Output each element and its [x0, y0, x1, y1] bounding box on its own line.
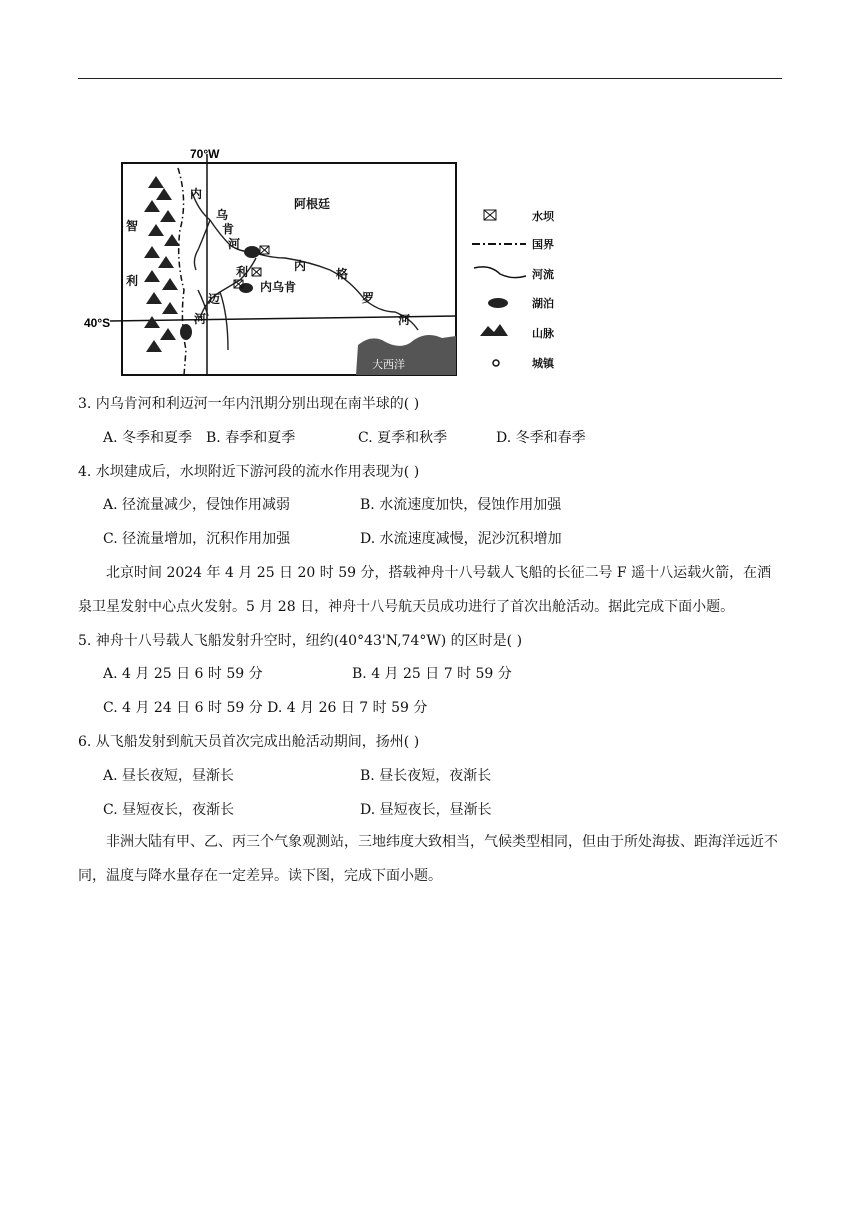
question-3-option-c: C. 夏季和秋季 [358, 430, 448, 446]
river-label-limay-3: 河 [194, 312, 207, 326]
country-label-argentina: 阿根廷 [294, 197, 331, 211]
legend-label-mountain: 山脉 [532, 327, 554, 340]
lake-icon [180, 324, 192, 340]
question-6-option-a: A. 昼长夜短，昼渐长 [103, 768, 235, 784]
question-6-option-b: B. 昼长夜短，夜渐长 [360, 768, 492, 784]
place-label-neuquen: 内乌肯 [260, 280, 297, 294]
country-label-chile-2: 利 [126, 274, 139, 288]
map-frame [122, 163, 456, 375]
question-3-option-d: D. 冬季和春季 [496, 430, 586, 446]
parallel-label: 40°S [84, 316, 111, 330]
question-4-option-d: D. 水流速度减慢，泥沙沉积增加 [360, 531, 562, 547]
river-label-negro-3: 罗 [362, 291, 375, 305]
question-6-option-d: D. 昼短夜长，昼渐长 [360, 802, 492, 818]
river-label-neuquen-4: 河 [228, 237, 241, 251]
argentina-river-map [80, 140, 580, 380]
river-label-neuquen-1: 内 [190, 187, 203, 201]
question-5-stem: 5. 神舟十八号载人飞船发射升空时，纽约(40°43'N,74°W) 的区时是( ) [78, 633, 523, 649]
atlantic-ocean [356, 335, 456, 375]
question-6-option-c: C. 昼短夜长，夜渐长 [103, 802, 235, 818]
question-4-option-a: A. 径流量减少，侵蚀作用减弱 [103, 497, 291, 513]
legend-label-border: 国界 [532, 238, 554, 251]
question-3-stem: 3. 内乌肯河和利迈河一年内汛期分别出现在南半球的( ) [78, 396, 420, 412]
question-3-option-a: A. 冬季和夏季 [103, 430, 193, 446]
map-legend [472, 209, 555, 370]
header-rule [78, 78, 782, 79]
question-4-option-b: B. 水流速度加快，侵蚀作用加强 [360, 497, 562, 513]
national-border [178, 168, 186, 375]
passage-africa-stations: 非洲大陆有甲、乙、丙三个气象观测站，三地纬度大致相当，气候类型相同，但由于所处海拔、距海洋远近不同，温度与降水量存在一定差异。读下图，完成下面小题。 [78, 834, 778, 884]
river-label-negro-1: 内 [294, 259, 307, 273]
river-icon [474, 267, 526, 278]
river-label-negro-2: 格 [336, 267, 349, 281]
river-label-neuquen-2: 乌 [216, 208, 229, 222]
country-label-chile-1: 智 [126, 219, 139, 233]
lake-icon [488, 298, 508, 308]
river-label-negro-4: 河 [398, 313, 411, 327]
river-label-limay-2: 迈 [208, 292, 221, 306]
river-label-neuquen-3: 肯 [222, 222, 235, 236]
question-4-stem: 4. 水坝建成后，水坝附近下游河段的流水作用表现为( ) [78, 464, 420, 480]
mountain-icon [480, 324, 508, 336]
legend-label-river: 河流 [532, 268, 554, 281]
question-6-stem: 6. 从飞船发射到航天员首次完成出舱活动期间，扬州( ) [78, 734, 420, 750]
river-label-limay-1: 利 [236, 265, 249, 279]
question-4-option-c: C. 径流量增加，沉积作用加强 [103, 531, 291, 547]
passage-shenzhou: 北京时间 2024 年 4 月 25 日 20 时 59 分，搭载神舟十八号载人飞船的长征二号 F 遥十八运载火箭，在酒泉卫星发射中心点火发射。5 月 28 日，神舟十八号航天员成功进行了首次出舱活动。据此完成下面小题。 [78, 565, 772, 615]
question-5-option-cd: C. 4 月 24 日 6 时 59 分 D. 4 月 26 日 7 时 59 分 [103, 700, 428, 716]
ocean-label: 大西洋 [372, 358, 405, 371]
andes-mountains [144, 176, 180, 352]
question-5-option-a: A. 4 月 25 日 6 时 59 分 [103, 666, 263, 682]
meridian-label: 70°W [190, 147, 220, 161]
town-icon [493, 360, 499, 366]
question-3-option-b: B. 春季和夏季 [206, 430, 296, 446]
legend-label-dam: 水坝 [532, 210, 554, 223]
lake-icon [244, 246, 260, 258]
legend-label-town: 城镇 [532, 357, 554, 370]
legend-label-lake: 湖泊 [532, 297, 554, 310]
question-5-option-b: B. 4 月 25 日 7 时 59 分 [352, 666, 512, 682]
